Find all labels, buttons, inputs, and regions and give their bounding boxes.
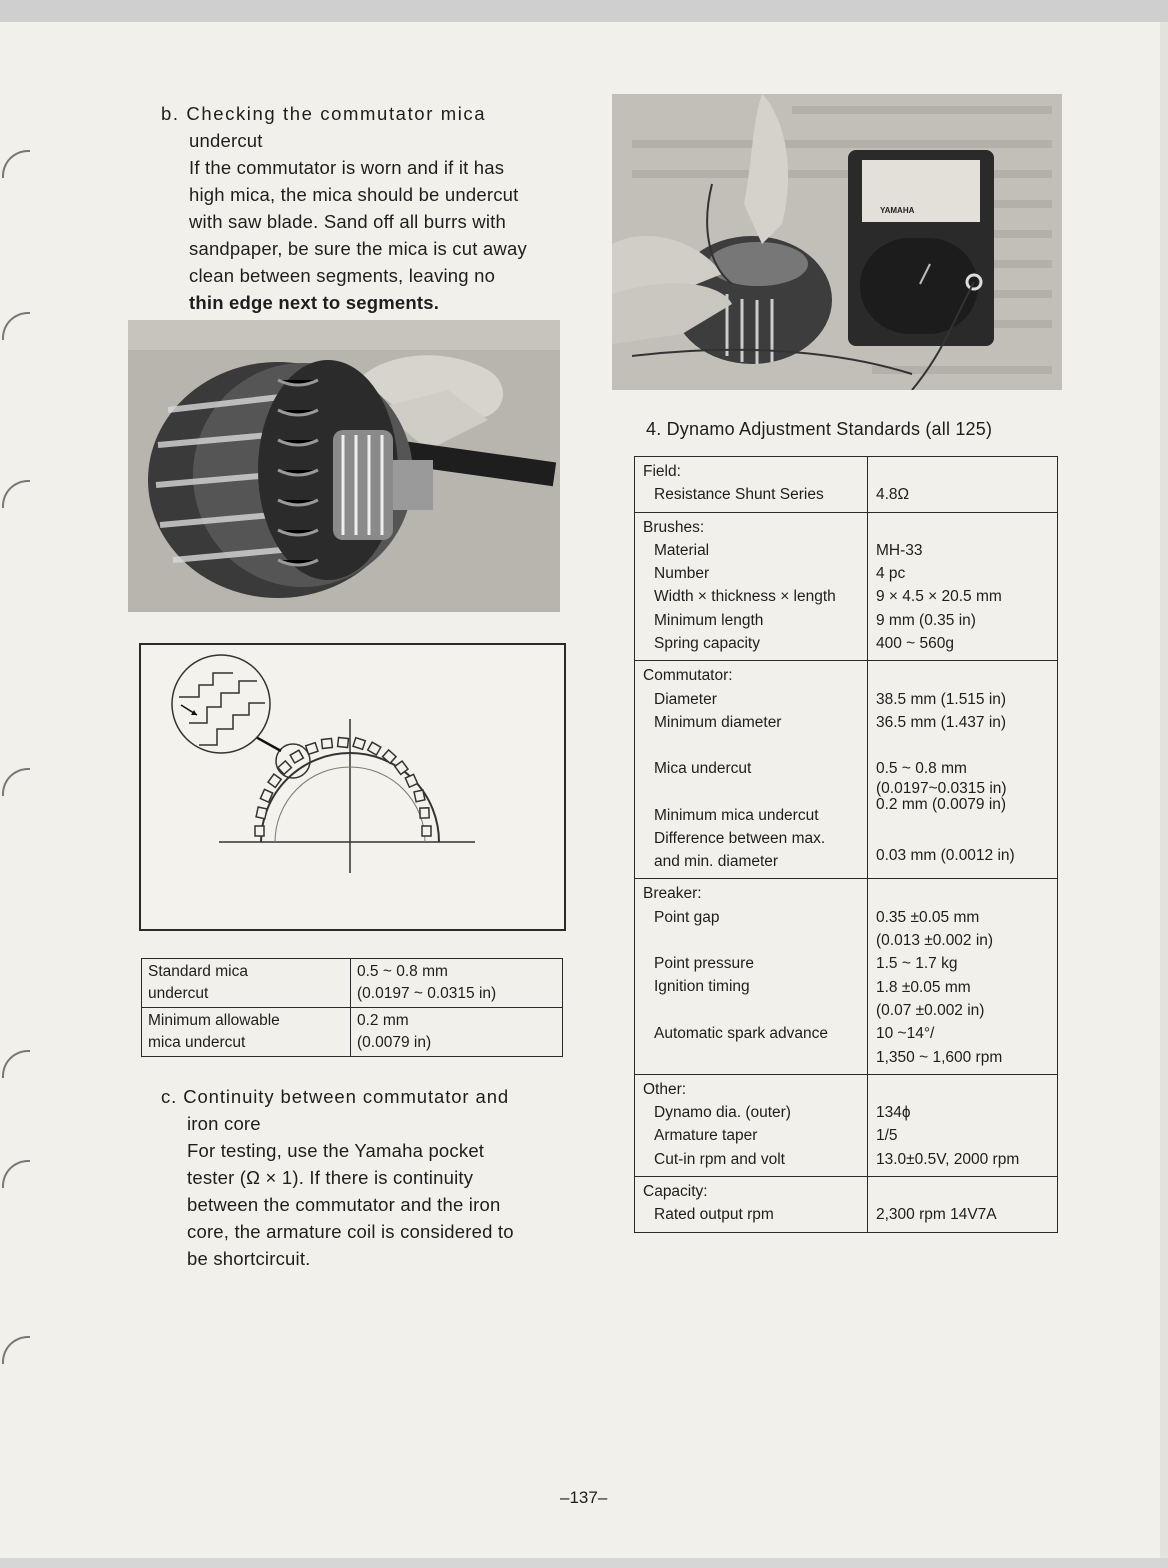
group-title: Other: (643, 1080, 687, 1098)
body-line: be shortcircuit. (187, 1248, 311, 1269)
body-line: For testing, use the Yamaha pocket (187, 1140, 485, 1161)
table-cell (868, 879, 1058, 1074)
spec-label: Dynamo dia. (outer) (654, 1104, 791, 1122)
table-cell (868, 457, 1058, 513)
cell-line: undercut (148, 985, 209, 1002)
spec-label: Rated output rpm (654, 1206, 774, 1224)
cell-line: Minimum allowable (148, 1012, 280, 1029)
spec-value: MH-33 (876, 541, 923, 559)
table-cell (351, 959, 563, 1008)
dynamo-spec-table (634, 456, 1058, 1233)
spec-label: Minimum diameter (654, 713, 782, 731)
mica-undercut-table (141, 958, 563, 1057)
table-cell (635, 1074, 868, 1176)
spec-value: 134ϕ (876, 1104, 911, 1122)
spec-label: Width × thickness × length (654, 588, 836, 606)
table-row (635, 879, 1058, 1074)
table-row (635, 661, 1058, 879)
spec-value: 0.03 mm (0.0012 in) (876, 846, 1015, 864)
spec-value: 36.5 mm (1.437 in) (876, 713, 1007, 731)
viewer-top-bar (0, 0, 1168, 22)
spec-value: 1.8 ±0.05 mm (876, 978, 971, 996)
spec-value: 400 ~ 560g (876, 635, 955, 653)
table-row (635, 457, 1058, 513)
table-cell (635, 457, 868, 513)
table-cell (351, 1008, 563, 1057)
group-title: Brushes: (643, 518, 705, 536)
group-title: Capacity: (643, 1183, 708, 1201)
body-line-bold: thin edge next to segments. (189, 292, 440, 313)
cell-line: (0.0079 in) (357, 1034, 432, 1051)
spec-label: Ignition timing (654, 978, 750, 996)
table-row (635, 512, 1058, 661)
section-c-body (187, 1137, 565, 1272)
spec-value: 1/5 (876, 1127, 898, 1145)
section-c-heading-cont: iron core (187, 1113, 261, 1134)
cell-line: 0.5 ~ 0.8 mm (357, 963, 448, 980)
spec-label: Point gap (654, 908, 720, 926)
group-title: Field: (643, 463, 681, 480)
spec-label: Mica undercut (654, 760, 752, 778)
spec-label: Number (654, 565, 710, 583)
spec-label: Material (654, 541, 710, 559)
spec-label: and min. diameter (654, 853, 779, 871)
spec-value: 9 mm (0.35 in) (876, 611, 976, 629)
section-c-heading: c. Continuity between commutator and (161, 1086, 510, 1107)
spec-value: 9 × 4.5 × 20.5 mm (876, 588, 1002, 606)
table-row (142, 959, 563, 1008)
table-cell (868, 1074, 1058, 1176)
spec-value: 1.5 ~ 1.7 kg (876, 955, 958, 973)
table-cell (142, 1008, 351, 1057)
group-title: Breaker: (643, 885, 702, 903)
body-line: clean between segments, leaving no (189, 265, 496, 286)
section-b-heading-cont: undercut (189, 130, 263, 151)
group-title: Commutator: (643, 667, 733, 685)
cell-line: (0.0197 ~ 0.0315 in) (357, 985, 497, 1002)
body-line: high mica, the mica should be undercut (189, 184, 519, 205)
spec-value: 4 pc (876, 565, 906, 583)
spec-value: 1,350 ~ 1,600 rpm (876, 1048, 1003, 1066)
body-line: between the commutator and the iron (187, 1194, 501, 1215)
body-line: tester (Ω × 1). If there is continuity (187, 1167, 474, 1188)
spec-label: Resistance Shunt Series (654, 486, 824, 504)
spec-value: 2,300 rpm 14V7A (876, 1206, 997, 1224)
spec-label: Cut-in rpm and volt (654, 1150, 785, 1168)
spec-value: (0.0197~0.0315 in) (876, 779, 1007, 797)
table-row (635, 1074, 1058, 1176)
spec-value: 13.0±0.5V, 2000 rpm (876, 1150, 1020, 1168)
body-line: core, the armature coil is considered to (187, 1221, 514, 1242)
page-edge (1160, 22, 1168, 1558)
spec-value: 4.8Ω (876, 486, 910, 504)
armature-photo (128, 320, 560, 612)
spec-label: Automatic spark advance (654, 1024, 829, 1042)
body-line: If the commutator is worn and if it has (189, 157, 505, 178)
table-row (635, 1177, 1058, 1233)
spec-value: (0.07 ±0.002 in) (876, 1001, 985, 1019)
body-line: sandpaper, be sure the mica is cut away (189, 238, 527, 259)
spec-value: 10 ~14°/ (876, 1025, 935, 1043)
meter-brand-label: YAMAHA (880, 206, 915, 215)
table-cell (868, 1177, 1058, 1233)
tester-photo (612, 94, 1062, 390)
spec-value: 0.5 ~ 0.8 mm (876, 760, 967, 778)
spec-label: Difference between max. (654, 829, 826, 847)
spec-label: Armature taper (654, 1127, 758, 1145)
cell-line: Standard mica (148, 963, 248, 980)
cell-line: 0.2 mm (357, 1012, 409, 1029)
spec-label: Diameter (654, 690, 717, 708)
spec-value: 38.5 mm (1.515 in) (876, 690, 1007, 708)
section-b-body (189, 154, 565, 316)
mica-undercut-diagram (139, 643, 566, 931)
spec-label: Point pressure (654, 955, 754, 973)
table-cell (635, 1177, 868, 1233)
spec-label: Spring capacity (654, 635, 760, 653)
table-cell (635, 512, 868, 661)
spec-value: 0.35 ±0.05 mm (876, 908, 980, 926)
table-cell (635, 661, 868, 879)
body-line: with saw blade. Sand off all burrs with (189, 211, 506, 232)
table-row (142, 1008, 563, 1057)
spec-value: 0.2 mm (0.0079 in) (876, 795, 1007, 813)
spec-table-title: 4. Dynamo Adjustment Standards (all 125) (646, 419, 993, 439)
table-cell (868, 661, 1058, 879)
spec-label: Minimum mica undercut (654, 806, 819, 824)
section-b-heading: b. Checking the commutator mica (161, 103, 487, 124)
table-cell (868, 512, 1058, 661)
spec-label: Minimum length (654, 611, 764, 629)
table-cell (635, 879, 868, 1074)
table-cell (142, 959, 351, 1008)
cell-line: mica undercut (148, 1034, 246, 1051)
spec-value: (0.013 ±0.002 in) (876, 932, 994, 950)
page-number: –137– (560, 1488, 608, 1507)
